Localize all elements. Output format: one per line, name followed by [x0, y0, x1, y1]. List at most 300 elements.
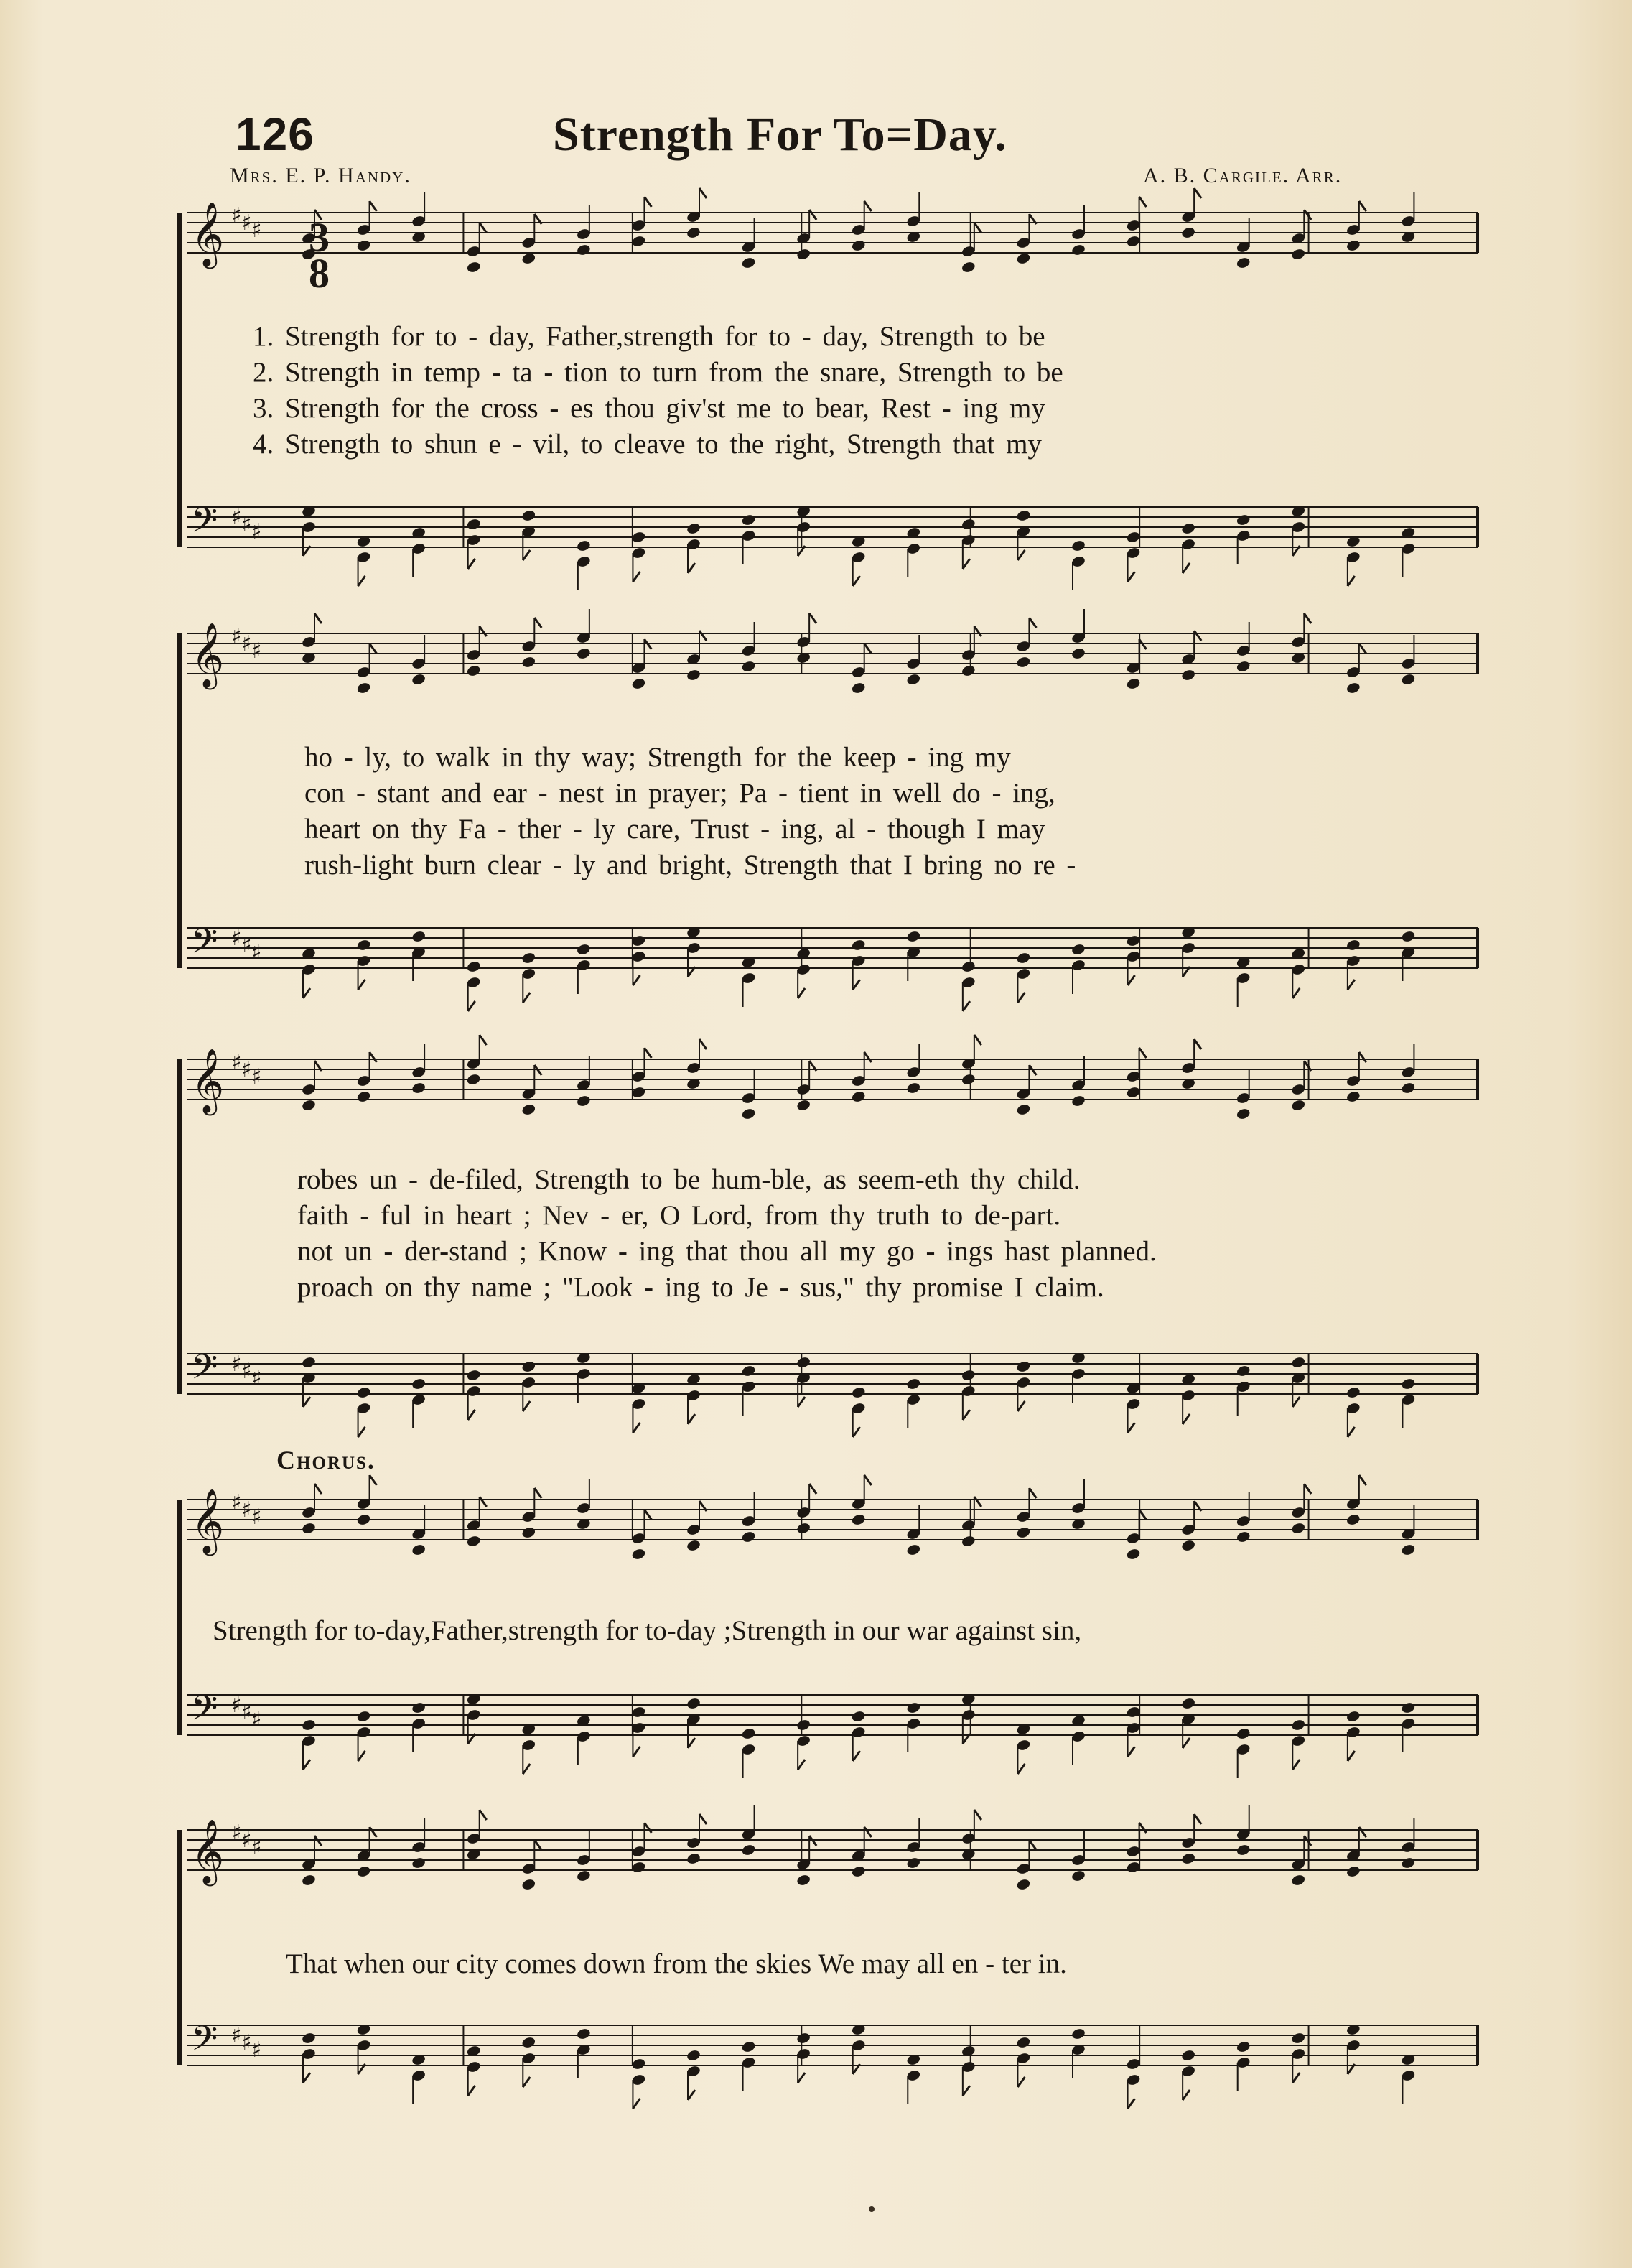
note-head [1016, 952, 1031, 965]
note-head [961, 518, 976, 531]
note-head [521, 952, 536, 965]
note-flag [480, 1497, 487, 1507]
note-flag [358, 1427, 365, 1437]
note-head [1401, 673, 1416, 686]
sharp-icon: ♯ [231, 203, 242, 228]
note-head [1346, 1513, 1361, 1526]
note-flag [853, 576, 860, 586]
note-flag [1183, 1738, 1190, 1748]
time-signature: 3 [309, 214, 330, 261]
note-head [1180, 522, 1195, 535]
sharp-icon: ♯ [251, 1707, 262, 1732]
note-head [631, 2058, 646, 2071]
note-flag [809, 1484, 816, 1494]
note-flag [523, 1764, 530, 1774]
sharp-icon: ♯ [231, 1693, 242, 1718]
note-head [411, 1856, 426, 1869]
sharp-icon: ♯ [241, 1359, 252, 1384]
note-flag [963, 559, 970, 569]
note-flag [688, 1738, 695, 1748]
sharp-icon: ♯ [251, 1064, 262, 1089]
note-head [466, 1073, 481, 1086]
note-head [796, 248, 811, 261]
note-head [521, 1526, 536, 1539]
note-head [686, 669, 701, 682]
note-flag [798, 1397, 805, 1407]
note-head [1401, 1543, 1416, 1556]
note-head [1016, 1103, 1031, 1116]
note-head [906, 1543, 921, 1556]
note-flag [1348, 1751, 1355, 1761]
note-flag [699, 1039, 707, 1049]
note-flag [974, 626, 981, 636]
note-flag [1183, 563, 1190, 573]
note-flag [303, 2073, 310, 2083]
sharp-icon: ♯ [231, 1490, 242, 1515]
note-head [1126, 1548, 1141, 1561]
note-head [1126, 235, 1141, 248]
verse-1-line-3: robes un - de-filed, Strength to be hum-ble, as seem-eth thy child. [297, 1164, 1081, 1195]
note-head [741, 1844, 756, 1856]
note-flag [314, 613, 322, 623]
note-head [631, 531, 646, 544]
note-flag [1292, 1760, 1300, 1770]
note-head [686, 1697, 701, 1710]
note-head [796, 1522, 811, 1535]
note-flag [644, 1823, 651, 1833]
note-flag [688, 563, 695, 573]
note-head [796, 1099, 811, 1112]
treble-clef-icon: 𝄞 [191, 1049, 225, 1113]
note-head [521, 1360, 536, 1373]
note-head [411, 930, 426, 943]
note-flag [798, 988, 805, 998]
note-head [906, 1377, 921, 1390]
note-head [1401, 1856, 1416, 1869]
bass-clef-icon: 𝄢 [191, 2018, 218, 2067]
verse-2-line-2: con - stant and ear - nest in prayer; Pa - tient in well do - ing, [304, 778, 1055, 809]
hymn-title: Strength For To=Day. [553, 108, 1007, 161]
note-head [631, 1548, 646, 1561]
treble-clef-icon: 𝄞 [191, 202, 225, 266]
sharp-icon: ♯ [231, 2023, 242, 2048]
note-flag [699, 188, 707, 198]
sharp-icon: ♯ [251, 638, 262, 664]
note-flag [1139, 1048, 1147, 1058]
note-flag [358, 980, 365, 990]
note-head [411, 1082, 426, 1095]
bass-clef-icon: 𝄢 [191, 921, 218, 970]
note-head [1126, 2058, 1141, 2071]
note-head [356, 239, 371, 252]
note-flag [1194, 188, 1201, 198]
note-head [851, 1513, 866, 1526]
note-head [1071, 2027, 1086, 2040]
note-head [1071, 243, 1086, 256]
note-head [1401, 1082, 1416, 1095]
note-flag [1292, 988, 1300, 998]
note-head [686, 522, 701, 535]
sharp-icon: ♯ [231, 505, 242, 530]
verse-2-line-3: faith - ful in heart ; Nev - er, O Lord, from thy truth to de-part. [297, 1200, 1061, 1231]
note-flag [1348, 576, 1355, 586]
note-flag [864, 643, 872, 654]
note-head [1401, 1701, 1416, 1714]
sharp-icon: ♯ [251, 1505, 262, 1530]
note-head [1291, 2032, 1306, 2045]
note-head [1126, 1706, 1141, 1719]
note-flag [644, 197, 651, 207]
note-flag [809, 613, 816, 623]
sharp-icon: ♯ [241, 210, 252, 236]
note-flag [370, 1052, 377, 1062]
note-flag [468, 1001, 475, 1011]
chorus-line-2: That when our city comes down from the skies We may all en - ter in. [286, 1948, 1067, 1979]
verse-3-line-3: not un - der-stand ; Know - ing that thou all my go - ings hast planned. [297, 1236, 1157, 1267]
sharp-icon: ♯ [241, 512, 252, 537]
note-head [301, 1356, 316, 1369]
note-head [1016, 2036, 1031, 2049]
sharp-icon: ♯ [231, 1352, 242, 1377]
note-head [1291, 1356, 1306, 1369]
note-head [741, 513, 756, 526]
note-head [1016, 509, 1031, 522]
bass-clef-icon: 𝄢 [191, 500, 218, 549]
verse-3-line-2: heart on thy Fa - ther - ly care, Trust - ing, al - though I may [304, 814, 1045, 845]
note-head [1180, 2049, 1195, 2062]
note-flag [1128, 1423, 1135, 1433]
sharp-icon: ♯ [251, 940, 262, 965]
note-head [466, 960, 481, 973]
note-flag [358, 1751, 365, 1761]
note-head [961, 261, 976, 274]
note-head [1291, 1719, 1306, 1732]
note-flag [1359, 1827, 1366, 1837]
note-head [1016, 1526, 1031, 1539]
note-flag [864, 1475, 872, 1485]
note-head [906, 1856, 921, 1869]
note-head [466, 664, 481, 677]
note-flag [1304, 613, 1311, 623]
note-flag [534, 1840, 541, 1850]
note-head [466, 261, 481, 274]
note-head [301, 1719, 316, 1732]
note-flag [523, 550, 530, 560]
note-flag [303, 1760, 310, 1770]
note-head [1346, 239, 1361, 252]
note-head [576, 647, 591, 660]
note-flag [468, 559, 475, 569]
note-flag [1128, 2099, 1135, 2109]
note-flag [974, 223, 981, 233]
note-flag [1017, 550, 1025, 560]
time-signature: 8 [309, 250, 330, 297]
note-flag [1128, 572, 1135, 582]
note-head [1180, 1852, 1195, 1865]
note-flag [688, 1414, 695, 1424]
note-head [796, 1874, 811, 1887]
note-flag [644, 1510, 651, 1520]
note-flag [1194, 631, 1201, 641]
note-flag [963, 1410, 970, 1420]
note-head [741, 1530, 756, 1543]
verse-1-line-1: 1. Strength for to - day, Father,strength for to - day, Strength to be [253, 321, 1045, 352]
note-head [356, 1865, 371, 1878]
bass-clef-icon: 𝄢 [191, 1688, 218, 1737]
sharp-icon: ♯ [241, 2030, 252, 2055]
note-head [631, 934, 646, 947]
note-flag [1194, 1814, 1201, 1824]
note-flag [370, 1827, 377, 1837]
note-flag [688, 2090, 695, 2100]
note-flag [633, 975, 640, 985]
note-head [1071, 647, 1086, 660]
note-head [1346, 682, 1361, 694]
note-flag [370, 201, 377, 211]
note-head [356, 1090, 371, 1103]
note-head [576, 943, 591, 956]
verse-3-line-1: 3. Strength for the cross - es thou giv'st me to bear, Rest - ing my [253, 393, 1045, 424]
note-head [1016, 252, 1031, 265]
note-head [1126, 1861, 1141, 1874]
note-head [1071, 1869, 1086, 1882]
note-flag [1183, 2090, 1190, 2100]
note-head [301, 1874, 316, 1887]
note-head [1346, 1090, 1361, 1103]
note-flag [974, 1497, 981, 1507]
note-flag [303, 988, 310, 998]
note-head [1126, 677, 1141, 690]
note-head [961, 1369, 976, 1382]
treble-clef-icon: 𝄞 [191, 1489, 225, 1553]
note-head [961, 664, 976, 677]
note-head [906, 1082, 921, 1095]
note-head [961, 960, 976, 973]
note-head [1291, 1874, 1306, 1887]
note-head [796, 1356, 811, 1369]
note-head [851, 1386, 866, 1399]
note-flag [480, 223, 487, 233]
note-head [961, 1535, 976, 1548]
note-flag [534, 1488, 541, 1498]
note-flag [699, 631, 707, 641]
note-head [1236, 513, 1251, 526]
sharp-icon: ♯ [231, 1821, 242, 1846]
note-flag [1139, 197, 1147, 207]
chorus-line-1: Strength for to-day,Father,strength for to-day ;Strength in our war against sin, [213, 1615, 1082, 1646]
note-flag [1359, 1052, 1366, 1062]
note-head [301, 1099, 316, 1112]
verse-4-line-2: rush-light burn clear - ly and bright, Strength that I bring no re - [304, 850, 1076, 880]
note-flag [1304, 1484, 1311, 1494]
note-flag [853, 1751, 860, 1761]
note-head [631, 1861, 646, 1874]
note-head [1126, 1086, 1141, 1099]
note-head [1180, 1697, 1195, 1710]
note-flag [1029, 618, 1036, 628]
sharp-icon: ♯ [241, 1828, 252, 1853]
note-head [796, 1719, 811, 1732]
note-flag [699, 1814, 707, 1824]
note-flag [468, 2086, 475, 2096]
note-flag [963, 1001, 970, 1011]
note-flag [864, 1052, 872, 1062]
note-head [741, 2040, 756, 2053]
note-head [356, 1386, 371, 1399]
note-flag [480, 1035, 487, 1045]
note-flag [633, 572, 640, 582]
note-head [631, 1706, 646, 1719]
note-head [411, 673, 426, 686]
note-head [631, 677, 646, 690]
note-head [686, 1852, 701, 1865]
note-head [356, 1513, 371, 1526]
note-head [851, 939, 866, 952]
note-flag [864, 201, 872, 211]
note-flag [853, 980, 860, 990]
treble-clef-icon: 𝄞 [191, 623, 225, 687]
note-head [301, 2032, 316, 2045]
note-flag [314, 1484, 322, 1494]
chorus-label: Chorus. [276, 1446, 376, 1474]
note-head [356, 1710, 371, 1723]
note-head [686, 226, 701, 239]
note-flag [1128, 975, 1135, 985]
note-head [1236, 1365, 1251, 1377]
note-head [356, 939, 371, 952]
hymn-number: 126 [236, 108, 314, 160]
note-head [1180, 1539, 1195, 1552]
note-head [1346, 1865, 1361, 1878]
note-head [521, 252, 536, 265]
note-flag [1359, 643, 1366, 654]
note-head [906, 1701, 921, 1714]
note-flag [480, 1810, 487, 1820]
note-flag [644, 1048, 651, 1058]
note-head [1236, 660, 1251, 673]
note-flag [1128, 1747, 1135, 1757]
sharp-icon: ♯ [251, 218, 262, 243]
note-flag [1304, 210, 1311, 220]
note-head [1236, 2040, 1251, 2053]
sharp-icon: ♯ [231, 926, 242, 951]
note-head [741, 1727, 756, 1740]
note-head [356, 682, 371, 694]
sharp-icon: ♯ [251, 2037, 262, 2063]
verse-1-line-2: ho - ly, to walk in thy way; Strength for the keep - ing my [304, 742, 1011, 773]
note-flag [1183, 1414, 1190, 1424]
verse-4-line-3: proach on thy name ; "Look - ing to Je - sus," thy promise I claim. [297, 1272, 1104, 1303]
note-head [1236, 1727, 1251, 1740]
note-head [1180, 226, 1195, 239]
note-head [686, 2049, 701, 2062]
note-head [1291, 1522, 1306, 1535]
sharp-icon: ♯ [251, 1835, 262, 1860]
note-head [741, 1365, 756, 1377]
note-head [1236, 1844, 1251, 1856]
note-flag [370, 643, 377, 654]
note-head [851, 239, 866, 252]
sharp-icon: ♯ [251, 519, 262, 544]
note-flag [480, 626, 487, 636]
note-head [521, 1103, 536, 1116]
note-flag [633, 2099, 640, 2109]
note-head [1016, 1360, 1031, 1373]
sharp-icon: ♯ [241, 631, 252, 656]
sharp-icon: ♯ [241, 1700, 252, 1725]
note-flag [1292, 1397, 1300, 1407]
note-head [1071, 1095, 1086, 1107]
note-head [576, 539, 591, 552]
note-head [1236, 1107, 1251, 1120]
note-head [576, 1869, 591, 1882]
note-head [576, 1095, 591, 1107]
note-head [1291, 248, 1306, 261]
note-head [851, 682, 866, 694]
note-flag [370, 1475, 377, 1485]
note-head [796, 2032, 811, 2045]
note-flag [1348, 1427, 1355, 1437]
lyricist-credit: Mrs. E. P. Handy. [230, 164, 411, 187]
note-head [906, 930, 921, 943]
note-head [521, 2036, 536, 2049]
note-flag [1017, 1764, 1025, 1774]
note-flag [633, 1423, 640, 1433]
verse-2-line-1: 2. Strength in temp - ta - tion to turn from the snare, Strength to be [253, 357, 1063, 388]
verse-4-line-1: 4. Strength to shun e - vil, to cleave to the right, Strength that my [253, 429, 1042, 460]
note-flag [798, 2073, 805, 2083]
note-head [741, 660, 756, 673]
note-flag [534, 618, 541, 628]
note-flag [1359, 1475, 1366, 1485]
note-head [576, 243, 591, 256]
note-head [851, 1865, 866, 1878]
note-head [1236, 256, 1251, 269]
bass-clef-icon: 𝄢 [191, 1347, 218, 1395]
note-head [466, 1535, 481, 1548]
note-flag [1017, 2077, 1025, 2087]
note-flag [963, 2086, 970, 2096]
print-speck [869, 2206, 875, 2212]
note-flag [864, 1827, 872, 1837]
note-flag [1292, 2073, 1300, 2083]
note-head [411, 1543, 426, 1556]
sharp-icon: ♯ [241, 933, 252, 958]
note-head [1126, 934, 1141, 947]
note-flag [974, 1035, 981, 1045]
note-head [1291, 1099, 1306, 1112]
note-flag [1029, 1840, 1036, 1850]
composer-credit: A. B. Cargile. Arr. [1143, 164, 1343, 187]
note-flag [798, 1760, 805, 1770]
note-head [1126, 531, 1141, 544]
note-head [411, 1377, 426, 1390]
note-head [851, 1710, 866, 1723]
sharp-icon: ♯ [241, 1497, 252, 1523]
note-head [1180, 669, 1195, 682]
note-head [1401, 1377, 1416, 1390]
note-head [1016, 1878, 1031, 1891]
note-flag [468, 1410, 475, 1420]
note-head [741, 256, 756, 269]
note-head [576, 2027, 591, 2040]
sharp-icon: ♯ [231, 624, 242, 649]
note-head [1346, 939, 1361, 952]
note-head [466, 1369, 481, 1382]
note-flag [1348, 980, 1355, 990]
note-head [521, 1878, 536, 1891]
note-flag [303, 1397, 310, 1407]
